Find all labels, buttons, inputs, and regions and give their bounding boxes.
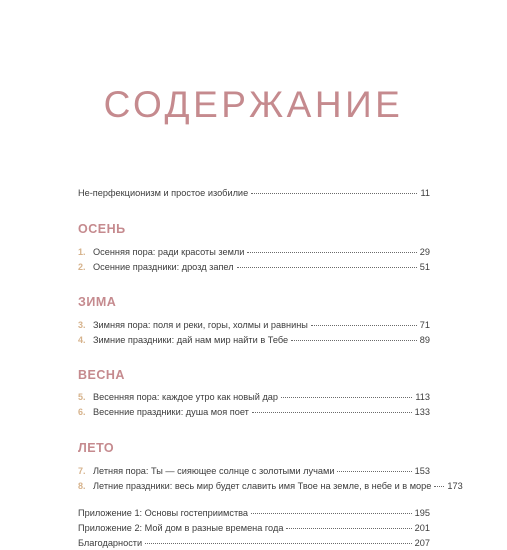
section-heading-spring: ВЕСНА (78, 368, 125, 382)
toc-entry-number: 5. (78, 392, 86, 402)
leader-dots (286, 528, 411, 529)
toc-entry-page: 195 (414, 508, 430, 518)
toc-entry-number: 8. (78, 481, 86, 491)
leader-dots (251, 513, 412, 514)
toc-entry-page: 71 (419, 320, 430, 330)
leader-dots (337, 471, 411, 472)
toc-entry-page: 173 (447, 481, 463, 491)
leader-dots (281, 397, 412, 398)
toc-entry-label: Приложение 1: Основы гостеприимства (78, 508, 249, 518)
toc-entry-page: 133 (414, 407, 430, 417)
toc-entry[interactable] (78, 390, 430, 404)
toc-entry-page: 113 (415, 392, 430, 402)
toc-entry-number: 6. (78, 407, 86, 417)
toc-entry-label: Осенняя пора: ради красоты земли (93, 247, 245, 257)
toc-entry[interactable] (78, 464, 430, 478)
toc-entry[interactable] (78, 479, 463, 493)
toc-entry-page: 207 (414, 538, 430, 548)
toc-entry-label: Летняя пора: Ты — сияющее солнце с золотыми лучами (93, 466, 335, 476)
leader-dots (311, 325, 417, 326)
toc-entry-label: Осенние праздники: дрозд запел (93, 262, 234, 272)
toc-entry[interactable] (78, 245, 430, 259)
leader-dots (237, 267, 417, 268)
toc-entry[interactable] (78, 333, 430, 347)
toc-entry-label: Зимняя пора: поля и реки, горы, холмы и равнины (93, 320, 308, 330)
toc-entry-number: 4. (78, 335, 86, 345)
toc-entry-appendix[interactable] (78, 536, 430, 550)
leader-dots (252, 412, 412, 413)
toc-entry-label: Летние праздники: весь мир будет славить имя Твое на земле, в небе и в море (93, 481, 432, 491)
toc-entry-label: Весенние праздники: душа моя поет (93, 407, 249, 417)
section-heading-summer: ЛЕТО (78, 441, 115, 455)
leader-dots (291, 340, 417, 341)
toc-entry-label: Весенняя пора: каждое утро как новый дар (93, 392, 279, 402)
toc-entry-intro[interactable] (78, 186, 430, 200)
toc-entry[interactable] (78, 405, 430, 419)
toc-entry[interactable] (78, 318, 430, 332)
toc-entry-number: 2. (78, 262, 86, 272)
toc-entry-appendix[interactable] (78, 506, 430, 520)
toc-entry-page: 89 (419, 335, 430, 345)
toc-entry-page: 201 (414, 523, 430, 533)
toc-entry-page: 11 (420, 188, 430, 198)
toc-entry-page: 29 (419, 247, 430, 257)
toc-entry-label: Благодарности (78, 538, 143, 548)
toc-entry-number: 3. (78, 320, 86, 330)
toc-entry-page: 153 (414, 466, 430, 476)
leader-dots (434, 486, 444, 487)
toc-entry-label: Приложение 2: Мой дом в разные времена года (78, 523, 284, 533)
toc-entry-label: Зимние праздники: дай нам мир найти в Тебе (93, 335, 289, 345)
section-heading-autumn: ОСЕНЬ (78, 222, 126, 236)
section-heading-winter: ЗИМА (78, 295, 117, 309)
leader-dots (145, 543, 412, 544)
leader-dots (251, 193, 417, 194)
toc-entry-page: 51 (419, 262, 430, 272)
toc-entry-label: Не-перфекционизм и простое изобилие (78, 188, 249, 198)
page-title: СОДЕРЖАНИЕ (103, 84, 404, 125)
leader-dots (247, 252, 416, 253)
toc-entry-appendix[interactable] (78, 521, 430, 535)
toc-entry-number: 1. (78, 247, 86, 257)
toc-entry-number: 7. (78, 466, 86, 476)
toc-entry[interactable] (78, 260, 430, 274)
